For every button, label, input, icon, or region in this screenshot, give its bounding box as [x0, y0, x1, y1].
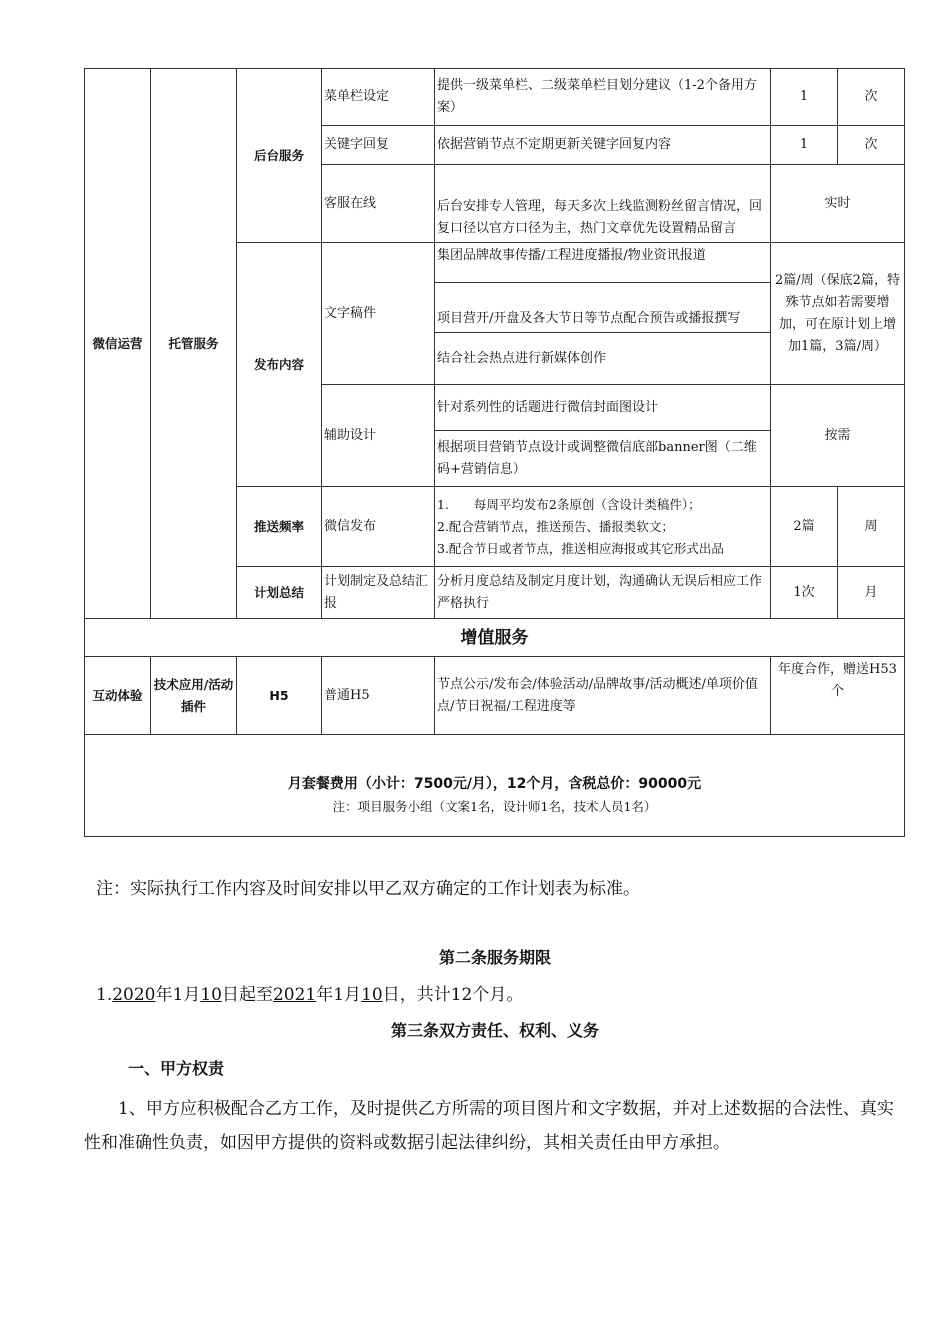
freq-design: 按需: [771, 385, 905, 487]
item-cs: 客服在线: [322, 165, 435, 243]
group-push: 推送频率: [237, 487, 322, 567]
subcategory-hosting: 托管服务: [151, 69, 237, 619]
unit-plan: 月: [838, 567, 905, 619]
freq-cs: 实时: [771, 165, 905, 243]
fee-summary: 月套餐费用（小计：7500元/月），12个月，含税总价：90000元: [287, 775, 702, 792]
desc-text-3: 结合社会热点进行新媒体创作: [435, 333, 771, 385]
unit-keyword: 次: [838, 126, 905, 165]
unit-push: 周: [838, 487, 905, 567]
item-keyword: 关键字回复: [322, 126, 435, 165]
desc-text-1: 集团品牌故事传播/工程进度播报/物业资讯报道: [435, 243, 771, 283]
qty-keyword: 1: [771, 126, 838, 165]
article3-title: 第三条双方责任、权利、义务: [390, 1021, 599, 1040]
service-table: [84, 68, 905, 837]
desc-design-1: 针对系列性的话题进行微信封面图设计: [435, 385, 771, 431]
value-added-title: 增值服务: [85, 619, 905, 657]
desc-cs: 后台安排专人管理，每天多次上线监测粉丝留言情况，回复口径以官方口径为主，热门文章优先设置精品留言: [435, 165, 771, 243]
item-design: 辅助设计: [322, 385, 435, 487]
desc-design-2: 根据项目营销节点设计或调整微信底部banner图（二维码+营销信息）: [435, 431, 771, 487]
article2-text: 1.2020年1月10日起至2021年1月10日，共计12个月。: [96, 985, 524, 1005]
category-wechat-ops: 微信运营: [85, 69, 151, 619]
group-plan: 计划总结: [237, 567, 322, 619]
desc-push-3: 3.配合节日或者节点，推送相应海报或其它形式出品: [437, 540, 724, 556]
va-desc: 节点公示/发布会/体验活动/品牌故事/活动概述/单项价值点/节日祝福/工程进度等: [435, 657, 771, 735]
group-publish: 发布内容: [237, 243, 322, 487]
item-menu: 菜单栏设定: [322, 69, 435, 126]
item-push: 微信发布: [322, 487, 435, 567]
article2-title: 第二条服务期限: [438, 948, 551, 967]
section1-title: 一、甲方权责: [128, 1059, 225, 1078]
unit-menu: 次: [838, 69, 905, 126]
va-group: H5: [237, 657, 322, 735]
desc-plan: 分析月度总结及制定月度计划，沟通确认无误后相应工作严格执行: [435, 567, 771, 619]
qty-menu: 1: [771, 69, 838, 126]
qty-push: 2篇: [771, 487, 838, 567]
execution-note: 注：实际执行工作内容及时间安排以甲乙双方确定的工作计划表为标准。: [96, 879, 640, 899]
desc-push-1: 1. 每周平均发布2条原创（含设计类稿件）；: [437, 496, 701, 512]
item-text: 文字稿件: [322, 243, 435, 385]
freq-text: 2篇/周（保底2篇，特殊节点如若需要增加，可在原计划上增加1篇，3篇/周）: [771, 243, 905, 385]
desc-push-2: 2.配合营销节点，推送预告、播报类软文；: [437, 518, 674, 534]
va-item: 普通H5: [322, 657, 435, 735]
desc-menu: 提供一级菜单栏、二级菜单栏目划分建议（1-2个备用方案）: [435, 69, 771, 126]
desc-keyword: 依据营销节点不定期更新关键字回复内容: [435, 126, 771, 165]
item-plan: 计划制定及总结汇报: [322, 567, 435, 619]
fee-note: 注：项目服务小组（文案1名，设计师1名，技术人员1名）: [332, 798, 657, 814]
va-freq: 年度合作，赠送H53个: [771, 657, 905, 735]
section1-paragraph: 1、甲方应积极配合乙方工作，及时提供乙方所需的项目图片和文字数据，并对上述数据的合法性、真实性和准确性负责，如因甲方提供的资料或数据引起法律纠纷，其相关责任由甲方承担。: [84, 1099, 894, 1153]
va-category: 互动体验: [85, 657, 151, 735]
desc-text-2: 项目营开/开盘及各大节日等节点配合预告或播报撰写: [435, 283, 771, 333]
group-backend: 后台服务: [237, 69, 322, 243]
va-subcategory: 技术应用/活动插件: [151, 657, 237, 735]
qty-plan: 1次: [771, 567, 838, 619]
